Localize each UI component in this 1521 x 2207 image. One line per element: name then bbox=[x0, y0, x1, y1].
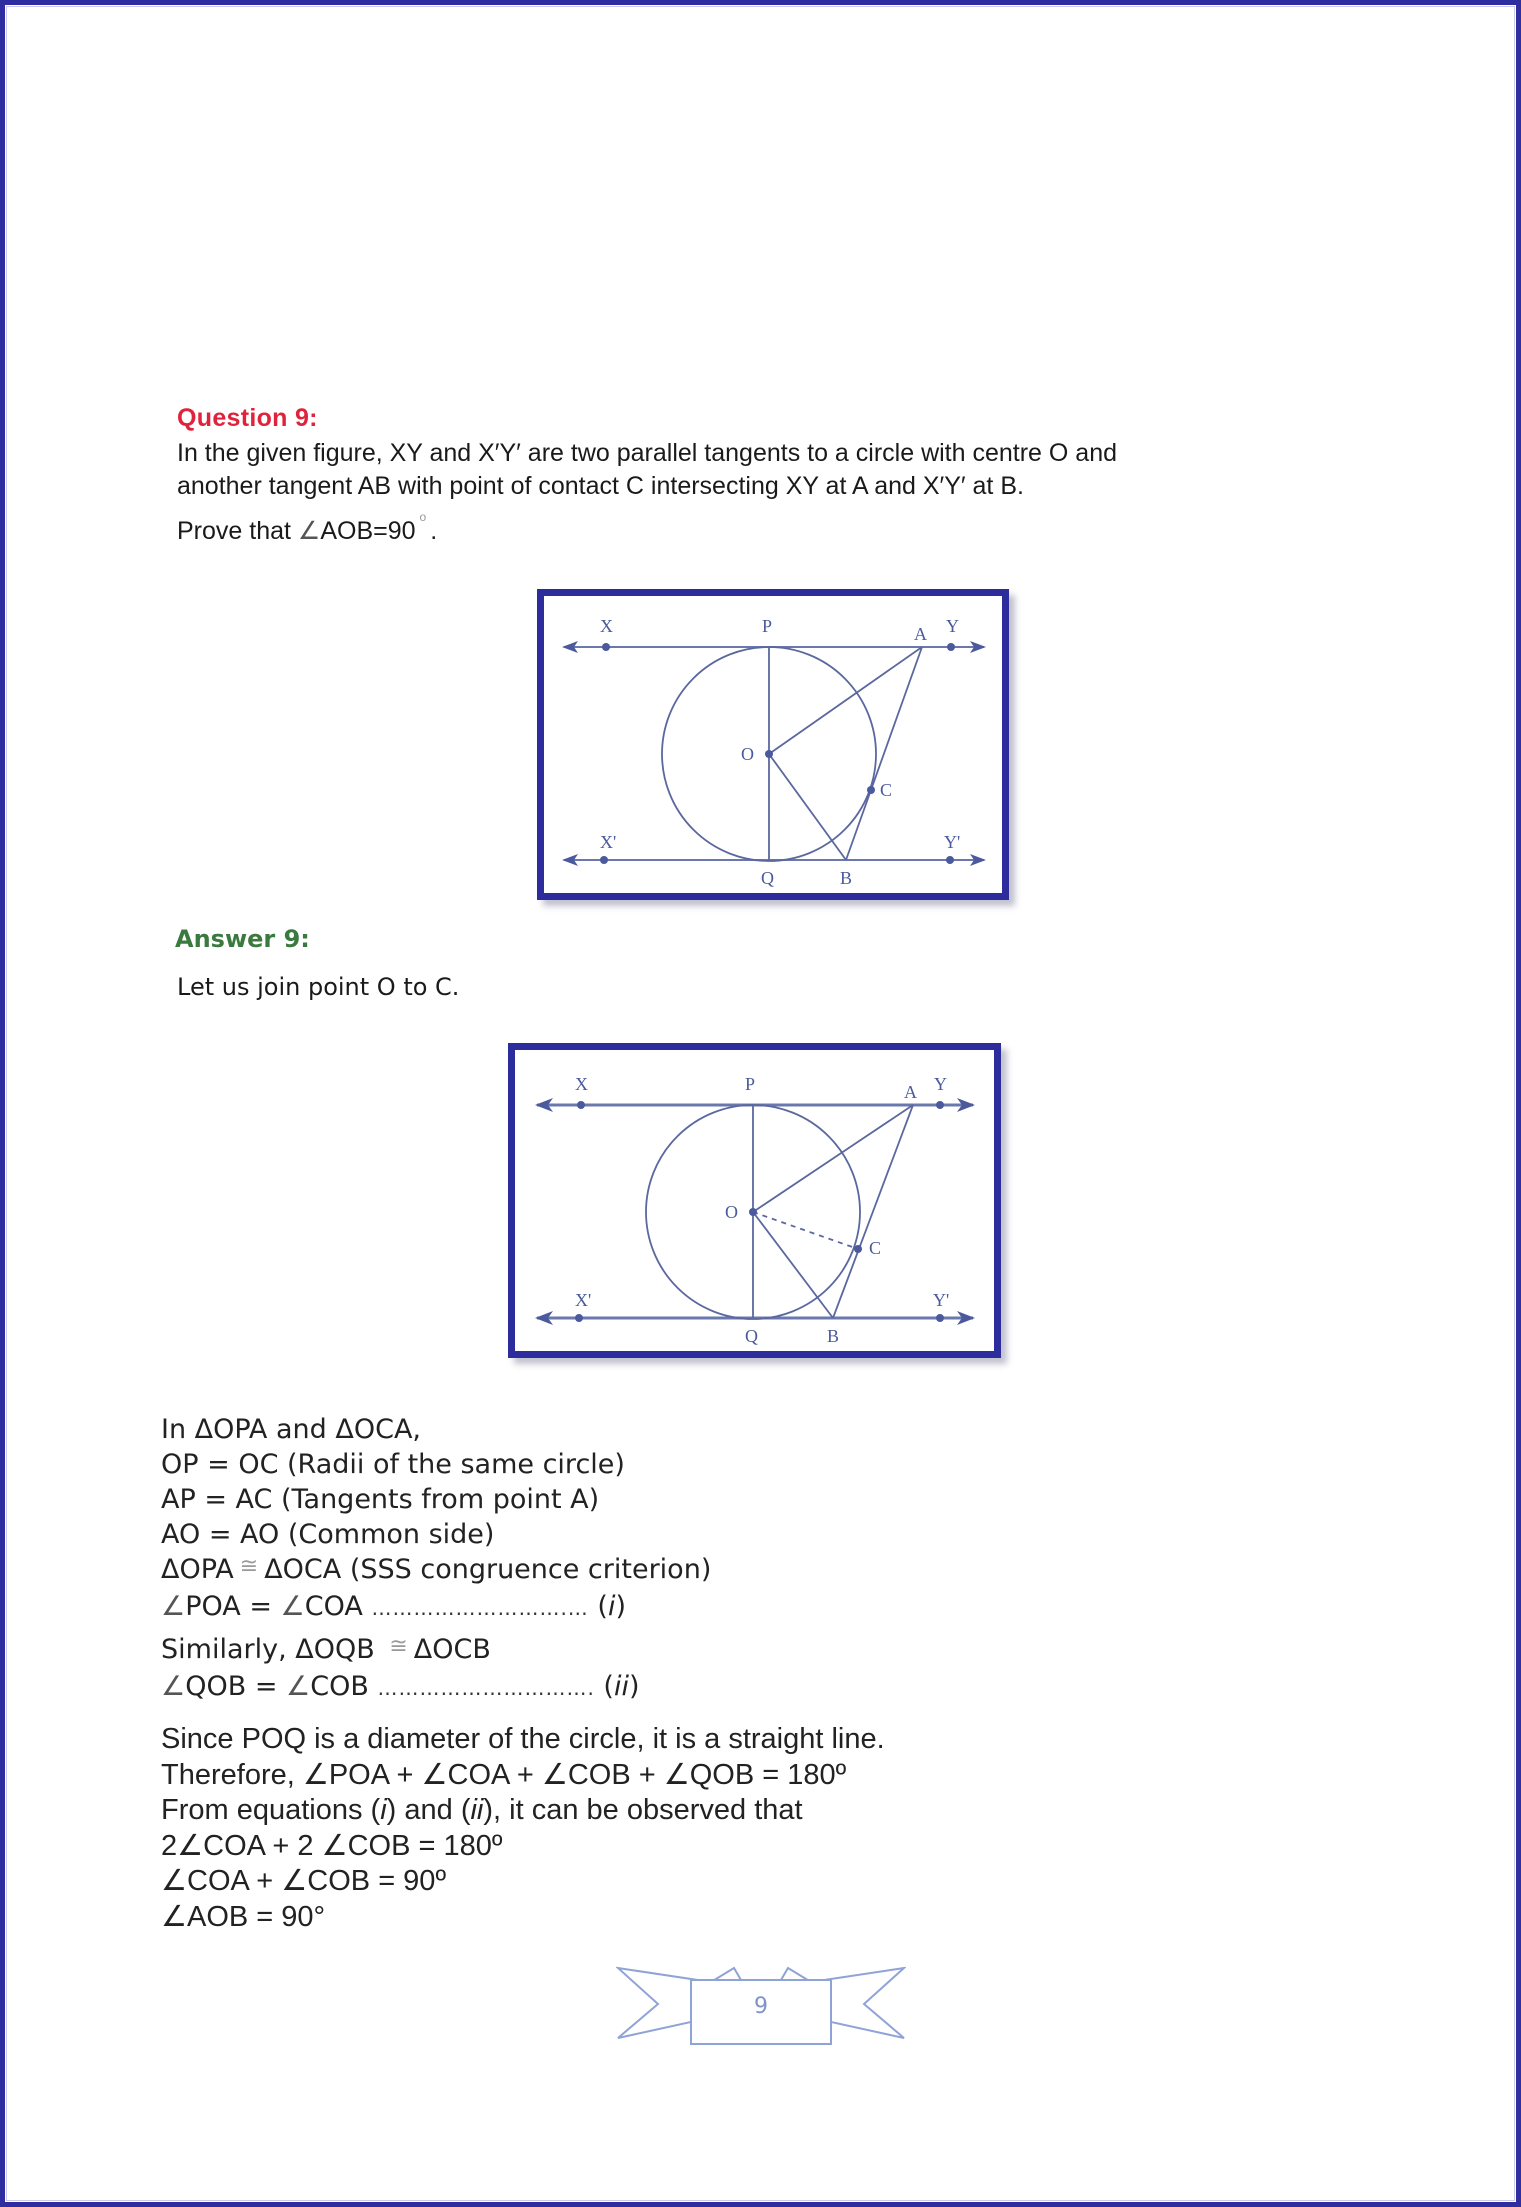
degree-symbol: o bbox=[419, 510, 427, 524]
label-a: A bbox=[904, 1082, 917, 1102]
proof-congruence-opa-oca bbox=[161, 1412, 711, 1626]
dashed-oc-line bbox=[753, 1212, 858, 1249]
label-c: C bbox=[869, 1238, 882, 1258]
proof-line: Since POQ is a diameter of the circle, it is a straight line. bbox=[161, 1723, 885, 1755]
eq-label-close: ) bbox=[628, 1671, 640, 1702]
question-text-line-2: another tangent AB with point of contact C intersecting XY at A and X′Y′ at B. bbox=[177, 472, 1024, 500]
angle-symbol: ∠ bbox=[161, 1591, 186, 1622]
proof-line: OP = OC (Radii of the same circle) bbox=[161, 1449, 625, 1480]
question-text-line-1: In the given figure, XY and X′Y′ are two parallel tangents to a circle with centre O and bbox=[177, 439, 1118, 467]
label-o: O bbox=[725, 1202, 738, 1222]
label-x-prime: X' bbox=[575, 1290, 592, 1310]
prove-expression: AOB=90 bbox=[320, 517, 416, 545]
triangle-ocb: ΔOCB bbox=[413, 1634, 491, 1665]
angle-symbol: ∠ bbox=[280, 1591, 305, 1622]
tangent-line-x-prime-y-prime bbox=[535, 1311, 975, 1325]
eq-ref-i: i bbox=[380, 1794, 387, 1826]
eq-lhs: POA = bbox=[185, 1591, 281, 1622]
label-y: Y bbox=[934, 1074, 947, 1094]
proof-line: Therefore, ∠POA + ∠COA + ∠COB + ∠QOB = 180º bbox=[161, 1758, 847, 1791]
label-x: X bbox=[600, 616, 613, 636]
eq-lhs: QOB = bbox=[185, 1671, 287, 1702]
congruent-symbol: ≅ bbox=[389, 1634, 408, 1659]
question-figure bbox=[537, 589, 1009, 900]
angle-symbol: ∠ bbox=[161, 1671, 186, 1702]
question-prove-statement bbox=[177, 510, 438, 546]
label-b: B bbox=[840, 868, 853, 888]
text: ) and ( bbox=[386, 1794, 471, 1826]
proof-line: 2∠COA + 2 ∠COB = 180º bbox=[161, 1829, 503, 1862]
answer-intro: Let us join point O to C. bbox=[177, 973, 460, 1001]
triangle-opa: ΔOPA bbox=[161, 1554, 234, 1585]
text: ), it can be observed that bbox=[483, 1794, 803, 1826]
page-number-badge bbox=[616, 1960, 906, 2050]
label-y-prime: Y' bbox=[933, 1290, 950, 1310]
proof-line bbox=[161, 1793, 885, 1829]
angle-symbol: ∠ bbox=[297, 517, 321, 545]
leader-dots: …………………………. bbox=[377, 1676, 595, 1700]
prove-suffix: . bbox=[430, 517, 438, 545]
label-b: B bbox=[827, 1326, 840, 1346]
triangle-oca-reason: ΔOCA (SSS congruence criterion) bbox=[264, 1554, 712, 1585]
eq-rhs: COA bbox=[304, 1591, 372, 1622]
label-y-prime: Y' bbox=[944, 832, 961, 852]
label-x: X bbox=[575, 1074, 588, 1094]
question-text bbox=[177, 437, 1377, 503]
page-number: 9 bbox=[754, 1994, 768, 2019]
eq-rhs: COB bbox=[310, 1671, 378, 1702]
answer-heading: Answer 9: bbox=[175, 925, 310, 953]
eq-label-close: ) bbox=[615, 1591, 626, 1622]
label-y: Y bbox=[946, 616, 959, 636]
eq-ref-ii: ii bbox=[470, 1794, 484, 1826]
answer-figure bbox=[508, 1043, 1001, 1358]
label-q: Q bbox=[761, 868, 774, 888]
eq-label: i bbox=[607, 1591, 616, 1622]
proof-congruence-oqb-ocb bbox=[161, 1632, 640, 1706]
eq-label: ii bbox=[613, 1671, 629, 1702]
leader-dots: ……………………….… bbox=[371, 1596, 589, 1620]
equation-ii bbox=[161, 1669, 640, 1706]
proof-line: In ΔOPA and ΔOCA, bbox=[161, 1414, 421, 1445]
proof-line: ∠COA + ∠COB = 90º bbox=[161, 1865, 447, 1897]
text: From equations ( bbox=[161, 1794, 381, 1826]
prove-prefix: Prove that bbox=[177, 517, 298, 545]
label-c: C bbox=[880, 780, 893, 800]
label-x-prime: X' bbox=[600, 832, 617, 852]
proof-line-congruence bbox=[161, 1632, 640, 1669]
equation-i bbox=[161, 1589, 711, 1626]
tangent-circle-diagram bbox=[544, 596, 1002, 893]
proof-line: AP = AC (Tangents from point A) bbox=[161, 1484, 600, 1515]
proof-line-congruence bbox=[161, 1552, 711, 1589]
eq-label-open: ( bbox=[594, 1671, 614, 1702]
label-q: Q bbox=[745, 1326, 758, 1346]
triangle-oqb: Similarly, ΔOQB bbox=[161, 1634, 384, 1665]
label-a: A bbox=[914, 624, 927, 644]
label-p: P bbox=[745, 1074, 756, 1094]
proof-conclusion bbox=[161, 1722, 885, 1935]
proof-line-result: ∠AOB = 90° bbox=[161, 1900, 326, 1933]
angle-symbol: ∠ bbox=[286, 1671, 311, 1702]
tangent-circle-diagram-with-oc bbox=[515, 1050, 994, 1351]
eq-label-open: ( bbox=[588, 1591, 608, 1622]
congruent-symbol: ≅ bbox=[239, 1554, 259, 1579]
proof-line: AO = AO (Common side) bbox=[161, 1519, 495, 1550]
label-o: O bbox=[741, 744, 754, 764]
question-heading: Question 9: bbox=[177, 404, 318, 432]
label-p: P bbox=[762, 616, 773, 636]
